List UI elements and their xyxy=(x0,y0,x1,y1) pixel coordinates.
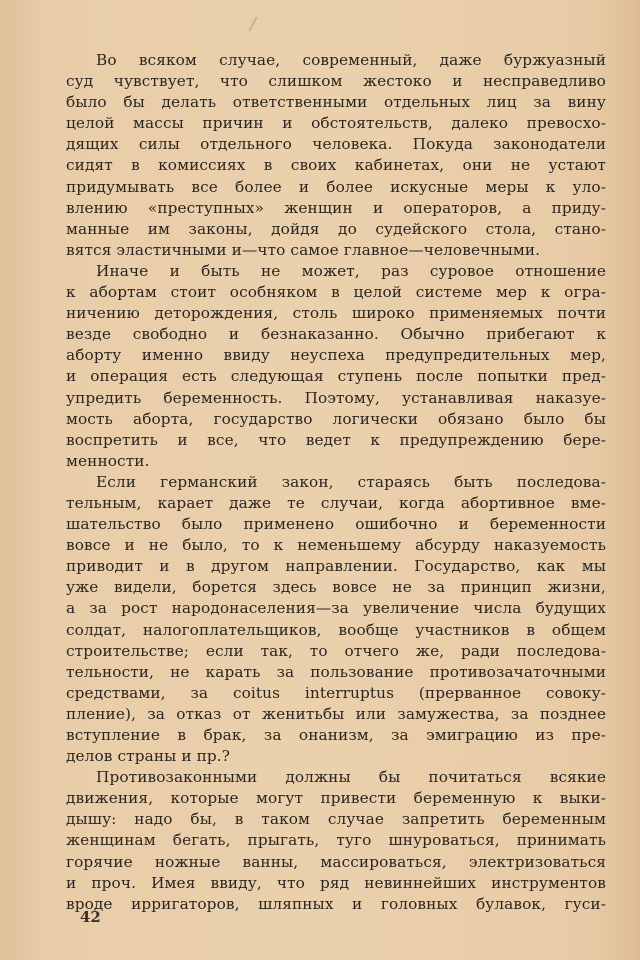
text-line: к абортам стоит особняком в целой системе мер к огра- xyxy=(66,283,606,302)
text-line: строительстве; если так, то отчего же, ради последова- xyxy=(66,641,606,660)
text-line: шательство было применено ошибочно и беременности xyxy=(66,515,606,534)
text-line: Иначе и быть не может, раз суровое отношение xyxy=(96,261,606,280)
text-line: манные им законы, дойдя до судейского стола, стано- xyxy=(66,219,606,238)
text-line: везде свободно и безнаказанно. Обычно прибегают к xyxy=(66,325,606,344)
text-line: приводит и в другом направлении. Государство, как мы xyxy=(66,557,606,576)
text-line: Если германский закон, стараясь быть последова- xyxy=(96,472,606,491)
text-line: средствами, за coitus interruptus (прерванное совоку- xyxy=(66,683,606,702)
text-line: Во всяком случае, современный, даже буржуазный xyxy=(96,51,606,69)
text-line: дышу: надо бы, в таком случае запретить беременным xyxy=(66,810,606,829)
text-line: влению «преступных» женщин и операторов, а приду- xyxy=(66,198,606,217)
text-line: вовсе и не было, то к неменьшему абсурду наказуемость xyxy=(66,536,606,555)
text-line: вятся эластичными и—что самое главное—человечными. xyxy=(66,240,541,259)
text-line: дящих силы отдельного человека. Покуда законодатели xyxy=(66,135,606,154)
text-line: пление), за отказ от женитьбы или замужества, за позднее xyxy=(66,704,606,723)
text-line: придумывать все более и более искусные меры к уло- xyxy=(66,177,606,196)
text-line: менности. xyxy=(66,451,150,470)
text-line: делов страны и пр.? xyxy=(66,747,231,766)
text-line: вроде ирригаторов, шляпных и головных булавок, гуси- xyxy=(66,894,606,913)
pencil-mark xyxy=(248,16,257,31)
text-line: а за рост народонаселения—за увеличение числа будущих xyxy=(66,599,606,618)
text-line: движения, которые могут привести беременную к выки- xyxy=(66,789,606,808)
text-line: уже видели, борется здесь вовсе не за принцип жизни, xyxy=(66,578,606,597)
text-line: Противозаконными должны бы почитаться всякие xyxy=(96,768,606,787)
text-line: ничению деторождения, столь широко применяемых почти xyxy=(66,304,606,323)
text-line: сидят в комиссиях в своих кабинетах, они не устают xyxy=(66,156,606,175)
text-line: солдат, налогоплательщиков, вообще участников в общем xyxy=(66,620,606,639)
text-line: женщинам бегать, прыгать, туго шнуроваться, принимать xyxy=(66,831,606,850)
text-line: горячие ножные ванны, массироваться, электризоваться xyxy=(66,852,606,871)
text-line: тельным, карает даже те случаи, когда абортивное вме- xyxy=(66,493,606,512)
text-line: аборту именно ввиду неуспеха предупредительных мер, xyxy=(66,346,606,365)
text-line: и операция есть следующая ступень после попытки пред- xyxy=(66,367,606,386)
page-number: 42 xyxy=(80,908,101,926)
text-line: суд чувствует, что слишком жестоко и несправедливо xyxy=(66,72,606,91)
body-text xyxy=(66,50,606,915)
text-line: целой массы причин и обстоятельств, далеко превосхо- xyxy=(66,114,606,133)
text-line: вступление в брак, за онанизм, за эмиграцию из пре- xyxy=(66,726,606,744)
text-line: упредить беременность. Поэтому, устанавливая наказуе- xyxy=(66,388,606,407)
text-line: тельности, не карать за пользование противозачаточными xyxy=(66,662,606,681)
text-line: и проч. Имея ввиду, что ряд невиннейших инструментов xyxy=(66,873,606,892)
text-line: мость аборта, государство логически обязано было бы xyxy=(66,409,606,428)
text-line: было бы делать ответственными отдельных лиц за вину xyxy=(66,93,606,112)
text-line: воспретить и все, что ведет к предупреждению бере- xyxy=(66,430,606,449)
